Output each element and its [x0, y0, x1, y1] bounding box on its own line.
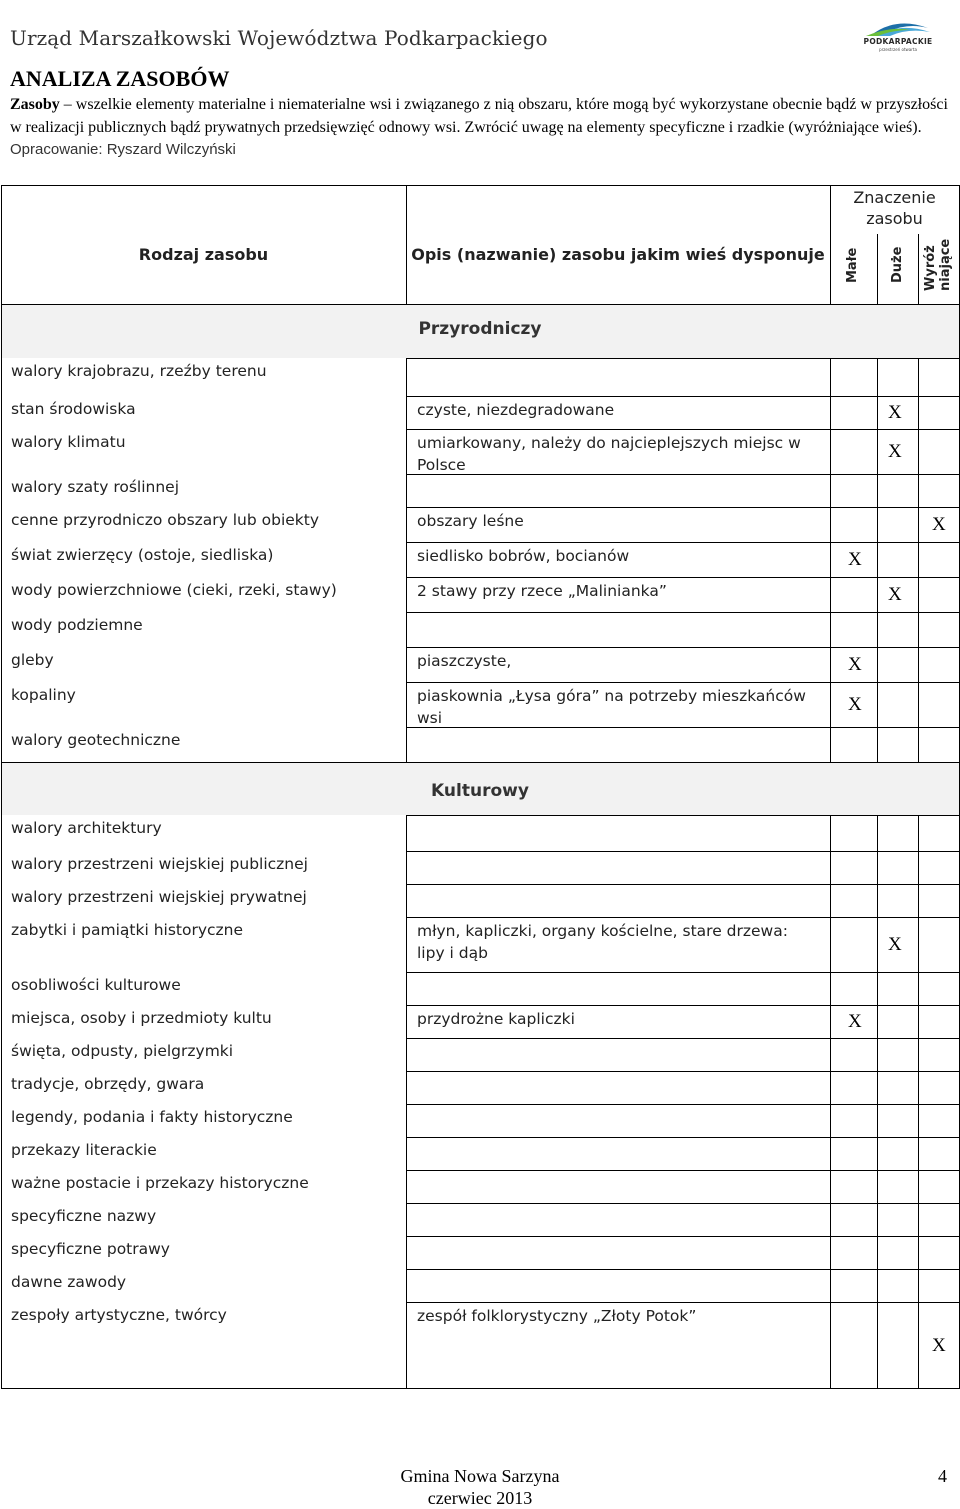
resource-type: walory przestrzeni wiejskiej prywatnej [11, 888, 307, 906]
header-col-type: Rodzaj zasobu [138, 245, 269, 264]
resource-type: cenne przyrodniczo obszary lub obiekty [11, 511, 320, 529]
resource-type: zabytki i pamiątki historyczne [11, 921, 244, 939]
resource-type: specyficzne potrawy [11, 1240, 170, 1258]
resource-description: młyn, kapliczki, organy kościelne, stare drzewa: lipy i dąb [417, 922, 788, 962]
resource-type: miejsca, osoby i przedmioty kultu [11, 1009, 272, 1027]
resource-type: przekazy literackie [11, 1141, 157, 1159]
resource-type: tradycje, obrzędy, gwara [11, 1075, 205, 1093]
resource-description: obszary leśne [417, 512, 524, 530]
significance-mark: X [932, 513, 946, 535]
resources-table [1, 185, 959, 1389]
resource-type: walory przestrzeni wiejskiej publicznej [11, 855, 308, 873]
resource-type: walory klimatu [11, 433, 126, 451]
resource-type: dawne zawody [11, 1273, 127, 1291]
resource-type: wody podziemne [11, 616, 143, 634]
resource-type: gleby [11, 651, 54, 669]
resource-description: przydrożne kapliczki [417, 1010, 575, 1028]
resource-type: święta, odpusty, pielgrzymki [11, 1042, 234, 1060]
significance-mark: X [888, 933, 902, 955]
significance-mark: X [848, 653, 862, 675]
section-label: Przyrodniczy [418, 319, 542, 339]
logo-tagline: przestrzeń otwarta [879, 47, 917, 52]
significance-mark: X [932, 1334, 946, 1356]
resource-description: siedlisko bobrów, bocianów [417, 547, 630, 565]
header-col-significance: Znaczenie zasobu [853, 188, 936, 228]
header-col-large: Duże [890, 246, 905, 283]
section-header-kulturowy [1, 762, 959, 815]
resource-type: walory krajobrazu, rzeźby terenu [11, 362, 267, 380]
header-col-small: Małe [845, 247, 860, 283]
page-title: ANALIZA ZASOBÓW [10, 66, 230, 91]
footer-municipality: Gmina Nowa Sarzyna [400, 1466, 560, 1486]
resource-type: kopaliny [11, 686, 76, 704]
intro-author: Opracowanie: Ryszard Wilczyński [10, 141, 236, 158]
header-col-distinct: Wyróż niające [923, 238, 953, 291]
resource-description: piaskownia „Łysa góra” na potrzeby mieszkańców wsi [417, 687, 806, 727]
intro-text: – wszelkie elementy materialne i niematerialne wsi i związanego z nią obszaru, które mogą być wykorzystane obecnie bądź w przyszłości w realizacji publicznych bądź prywatnych przedsięwzięć odnowy wsi. Zwrócić uwagę na elementy specyficzne i rzadkie (wyróżniające wieś). [10, 96, 948, 136]
section-label: Kulturowy [431, 781, 529, 801]
resource-description: 2 stawy przy rzece „Malinianka” [417, 582, 667, 600]
resource-type: osobliwości kulturowe [11, 976, 181, 994]
resource-type: walory szaty roślinnej [11, 478, 180, 496]
resource-type: legendy, podania i fakty historyczne [11, 1108, 293, 1126]
resource-description: umiarkowany, należy do najcieplejszych miejsc w Polsce [417, 434, 801, 474]
resource-description: zespół folklorystyczny „Złoty Potok” [417, 1307, 697, 1325]
office-title: Urząd Marszałkowski Województwa Podkarpackiego [10, 26, 548, 50]
resource-type: świat zwierzęcy (ostoje, siedliska) [11, 546, 274, 564]
significance-mark: X [888, 401, 902, 423]
resource-type: stan środowiska [11, 400, 136, 418]
significance-mark: X [888, 583, 902, 605]
page-number: 4 [938, 1466, 947, 1486]
significance-mark: X [888, 440, 902, 462]
resource-description: czyste, niezdegradowane [417, 401, 615, 419]
significance-mark: X [848, 693, 862, 715]
resource-type: wody powierzchniowe (cieki, rzeki, stawy) [11, 581, 337, 599]
section-header-przyrodniczy [1, 304, 959, 358]
intro-term: Zasoby [10, 96, 60, 113]
header-col-desc: Opis (nazwanie) zasobu jakim wieś dysponuje [411, 245, 825, 264]
significance-mark: X [848, 548, 862, 570]
logo-name: PODKARPACKIE [863, 37, 933, 46]
resource-type: walory geotechniczne [11, 731, 181, 749]
resource-type: walory architektury [11, 819, 162, 837]
resource-description: piaszczyste, [417, 652, 512, 670]
significance-mark: X [848, 1010, 862, 1032]
intro-paragraph [10, 94, 950, 162]
resource-type: specyficzne nazwy [11, 1207, 157, 1225]
footer-date: czerwiec 2013 [427, 1488, 533, 1508]
resource-type: ważne postacie i przekazy historyczne [11, 1174, 309, 1192]
resource-type: zespoły artystyczne, twórcy [11, 1306, 227, 1324]
